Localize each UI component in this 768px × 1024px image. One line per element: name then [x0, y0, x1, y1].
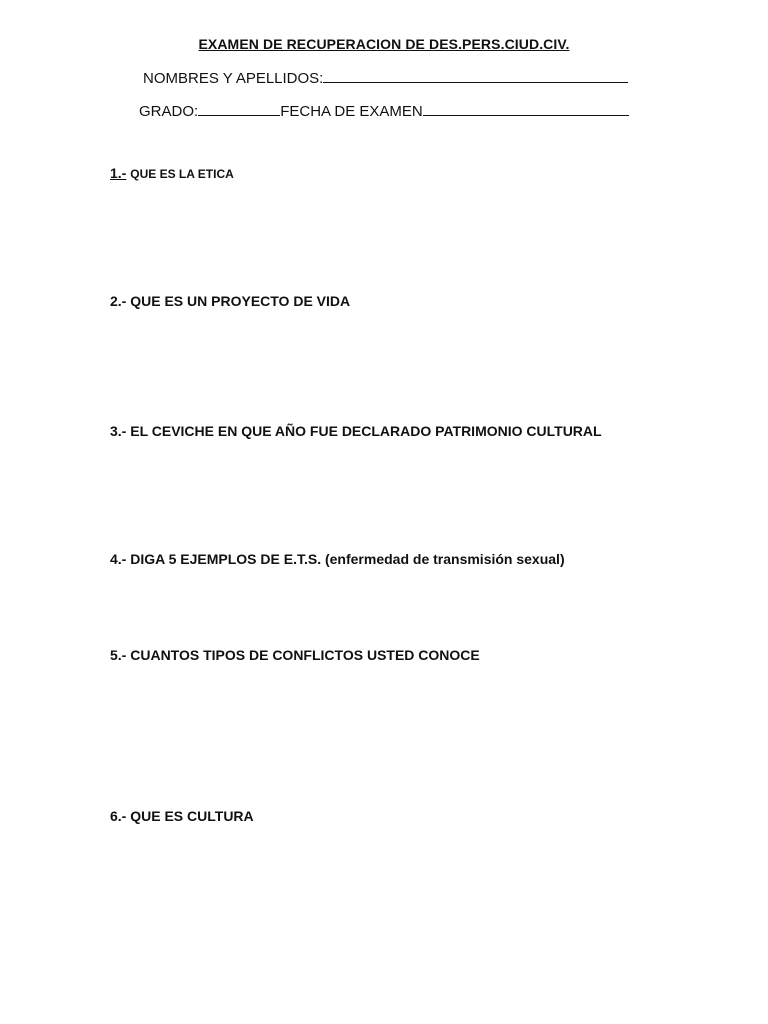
date-blank-line[interactable] — [423, 101, 629, 116]
grade-label: GRADO: — [139, 103, 199, 120]
question-text: DIGA 5 EJEMPLOS DE E.T.S. (enfermedad de transmisión sexual) — [130, 551, 565, 567]
names-field[interactable] — [143, 68, 628, 87]
names-label: NOMBRES Y APELLIDOS: — [143, 70, 324, 87]
grade-date-field[interactable] — [139, 101, 629, 120]
question-4 — [110, 551, 565, 567]
question-number: 1.- — [110, 165, 127, 181]
date-label: FECHA DE EXAMEN — [280, 103, 423, 120]
names-blank-line[interactable] — [323, 68, 628, 83]
question-number: 4.- — [110, 551, 127, 567]
question-5 — [110, 647, 480, 663]
exam-title: EXAMEN DE RECUPERACION DE DES.PERS.CIUD.CIV. — [198, 36, 570, 52]
question-1 — [110, 165, 234, 181]
question-2 — [110, 293, 350, 309]
question-number: 3.- — [110, 423, 127, 439]
grade-blank-line[interactable] — [198, 101, 280, 116]
question-6 — [110, 808, 254, 824]
question-number: 5.- — [110, 647, 127, 663]
question-number: 6.- — [110, 808, 127, 824]
question-text: QUE ES UN PROYECTO DE VIDA — [130, 293, 351, 309]
question-text: EL CEVICHE EN QUE AÑO FUE DECLARADO PATRIMONIO CULTURAL — [130, 423, 602, 439]
question-text: CUANTOS TIPOS DE CONFLICTOS USTED CONOCE — [130, 647, 480, 663]
question-number: 2.- — [110, 293, 127, 309]
question-text: QUE ES CULTURA — [130, 808, 254, 824]
question-3 — [110, 423, 602, 439]
question-text: QUE ES LA ETICA — [130, 167, 234, 181]
